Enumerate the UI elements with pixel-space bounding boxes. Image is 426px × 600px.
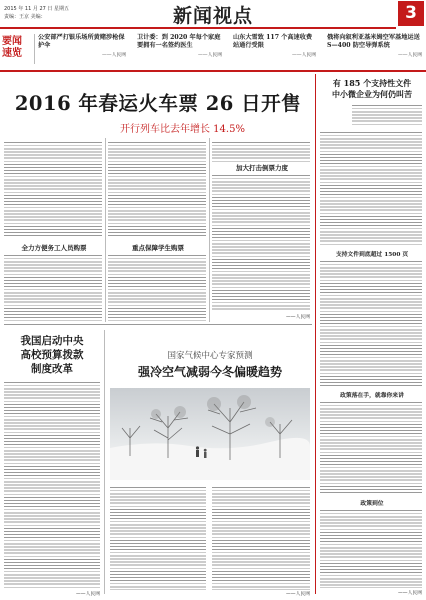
digest-label [2,36,32,60]
lead-body-col1-b [4,253,102,321]
right-intro [352,103,422,125]
left-headline [4,334,100,376]
digest-item-source: ——人民网 [398,52,422,58]
right-headline-line1: 有 185 个支持性文件 [332,78,412,88]
page-number-box [398,1,424,26]
digest-label-line2: 速览 [2,48,22,59]
digest-item[interactable] [327,34,422,58]
digest-item-source: ——人民网 [292,52,316,58]
snow-photo [110,388,310,480]
snow-scene-illustration [110,388,310,480]
right-body-d [320,508,422,588]
date-line: 2015 年 11 月 27 日 星期五 [4,6,69,12]
weather-body-col2 [212,485,310,590]
digest-item-title: 公安部严打银乐场所黄赌涉枪保护伞 [38,34,125,50]
weather-body-col1 [110,485,206,590]
lead-headline: 2016 年春运火车票 26 日开售 [14,92,302,115]
right-column-divider [315,74,316,594]
lead-body-col2-a [108,140,206,238]
right-body-a [320,130,422,246]
lead-col-divider [209,138,210,322]
lead-subhead-col1: 全力方便务工人员购票 [21,244,87,252]
lead-subheadline: 开行列车比去年增长 14.5% [120,124,245,135]
left-headline-line2: 高校预算拨款 [20,349,84,361]
lead-subhead-col3: 加大打击倒票力度 [236,164,288,172]
right-subhead-3: 政策到位 [360,501,384,507]
right-headline [320,78,424,100]
editor-line: 责编：王京 美编： [4,14,46,20]
lead-body-col3-a [212,140,310,162]
lead-col-divider [105,138,106,322]
lead-bottom-rule [4,324,312,325]
left-story-divider [104,330,105,594]
right-subhead-2: 政策落在手，就靠你来讲 [340,393,404,399]
page-number: 3 [405,3,417,23]
lead-body-col1-a [4,140,102,238]
lead-body-col2-b [108,253,206,321]
left-headline-line3: 制度改革 [31,363,73,375]
digest-item-source: ——人民网 [102,52,126,58]
lead-source: ——人民网 [286,315,310,320]
left-story-body [4,380,100,590]
right-body-c [320,400,422,495]
right-subhead-1: 支持文件到底超过 1500 页 [335,252,409,258]
weather-headline: 强冷空气减弱今冬偏暖趋势 [137,365,282,379]
left-headline-line1: 我国启动中央 [20,335,84,347]
digest-item-source: ——人民网 [198,52,222,58]
left-story-source: ——人民网 [76,592,100,597]
masthead-rule [0,27,396,29]
lead-body-col3-b [212,173,310,311]
right-body-b [320,259,422,387]
digest-item[interactable] [233,34,316,58]
digest-rule [0,70,426,72]
right-source: ——人民网 [398,591,422,596]
digest-divider [34,34,35,64]
digest-item[interactable] [137,34,222,58]
digest-item[interactable] [38,34,126,58]
digest-item-title: 山东大雪致 117 个高速收费站通行受限 [233,34,313,50]
section-title: 新闻视点 [172,5,253,27]
weather-source: ——人民网 [286,592,310,597]
weather-kicker: 国家气候中心专家预测 [167,351,253,361]
digest-item-title: 俄将向叙利亚基米姆空军基地运送 S—400 防空导弹系统 [327,34,420,50]
digest-item-title: 卫计委：到 2020 年每个家庭要拥有一名签约医生 [137,34,221,50]
right-headline-line2: 中小微企业为何仍叫苦 [332,89,412,99]
lead-subhead-col2: 重点保障学生购票 [132,244,184,252]
masthead [0,0,426,28]
digest-label-line1: 要闻 [2,36,22,47]
